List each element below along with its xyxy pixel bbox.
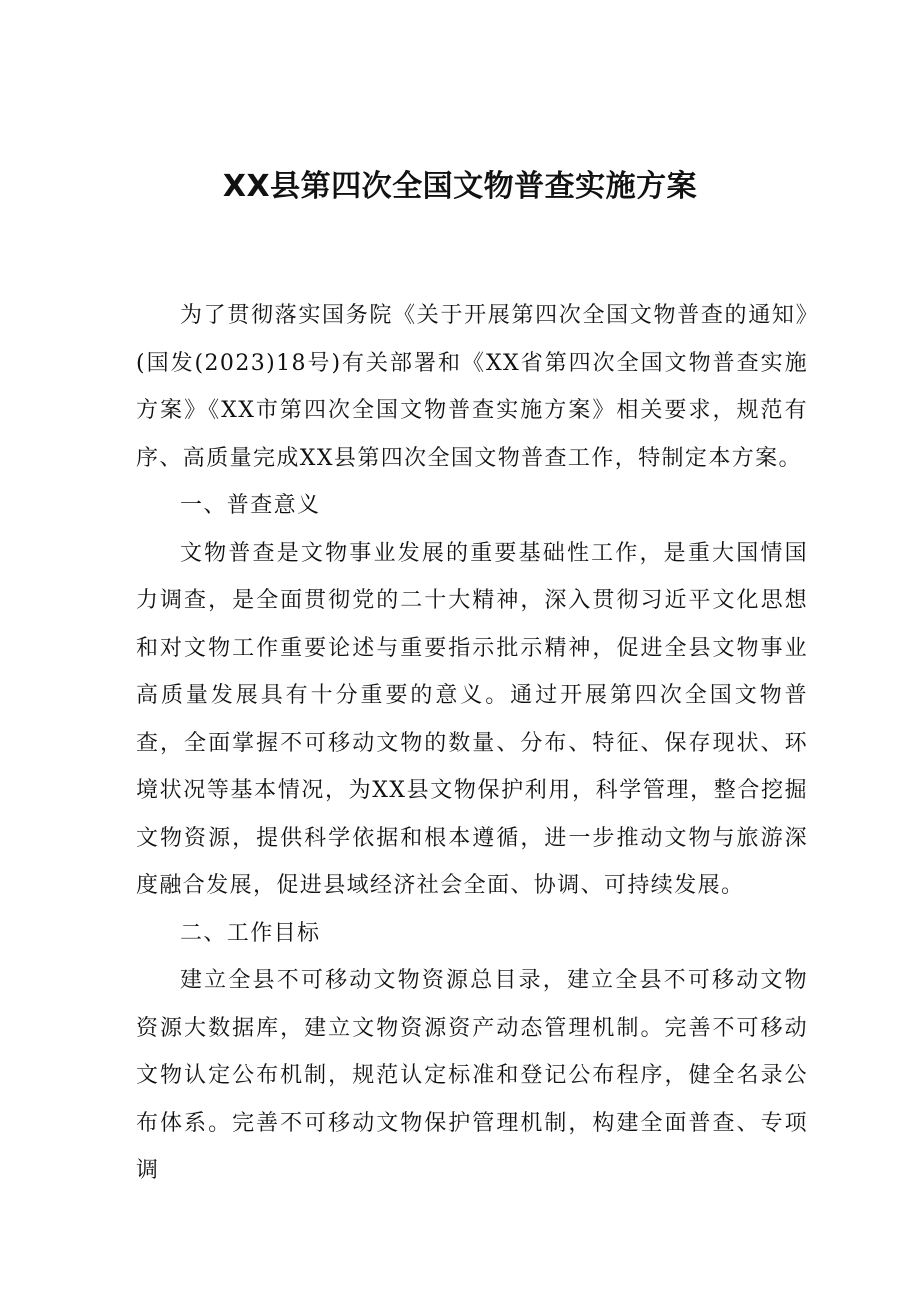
goals-paragraph: 建立全县不可移动文物资源总目录，建立全县不可移动文物资源大数据库，建立文物资源资产动态管理机制。完善不可移动文物认定公布机制，规范认定标准和登记公布程序，健全名录公布体系。完善不可移动文物保护管理机制，构建全面普查、专项调 (136, 968, 808, 1183)
document-title: XX县第四次全国文物普查实施方案 (222, 169, 698, 204)
intro-paragraph: 为了贯彻落实国务院《关于开展第四次全国文物普查的通知》(国发(2023)18号)有关部署和《XX省第四次全国文物普查实施方案》《XX市第四次全国文物普查实施方案》相关要求，规范有序、高质量完成XX县第四次全国文物普查工作，特制定本方案。 (136, 303, 808, 471)
section-heading-significance: 一、普查意义 (180, 493, 321, 518)
significance-paragraph: 文物普查是文物事业发展的重要基础性工作，是重大国情国力调查，是全面贯彻党的二十大精神，深入贯彻习近平文化思想和对文物工作重要论述与重要指示批示精神，促进全县文物事业高质量发展具有十分重要的意义。通过开展第四次全国文物普查，全面掌握不可移动文物的数量、分布、特征、保存现状、环境状况等基本情况，为XX县文物保护利用，科学管理，整合挖掘文物资源，提供科学依据和根本遵循，进一步推动文物与旅游深度融合发展，促进县域经济社会全面、协调、可持续发展。 (136, 540, 808, 898)
document-body (136, 292, 808, 1195)
section-heading-goals: 二、工作目标 (180, 920, 321, 946)
